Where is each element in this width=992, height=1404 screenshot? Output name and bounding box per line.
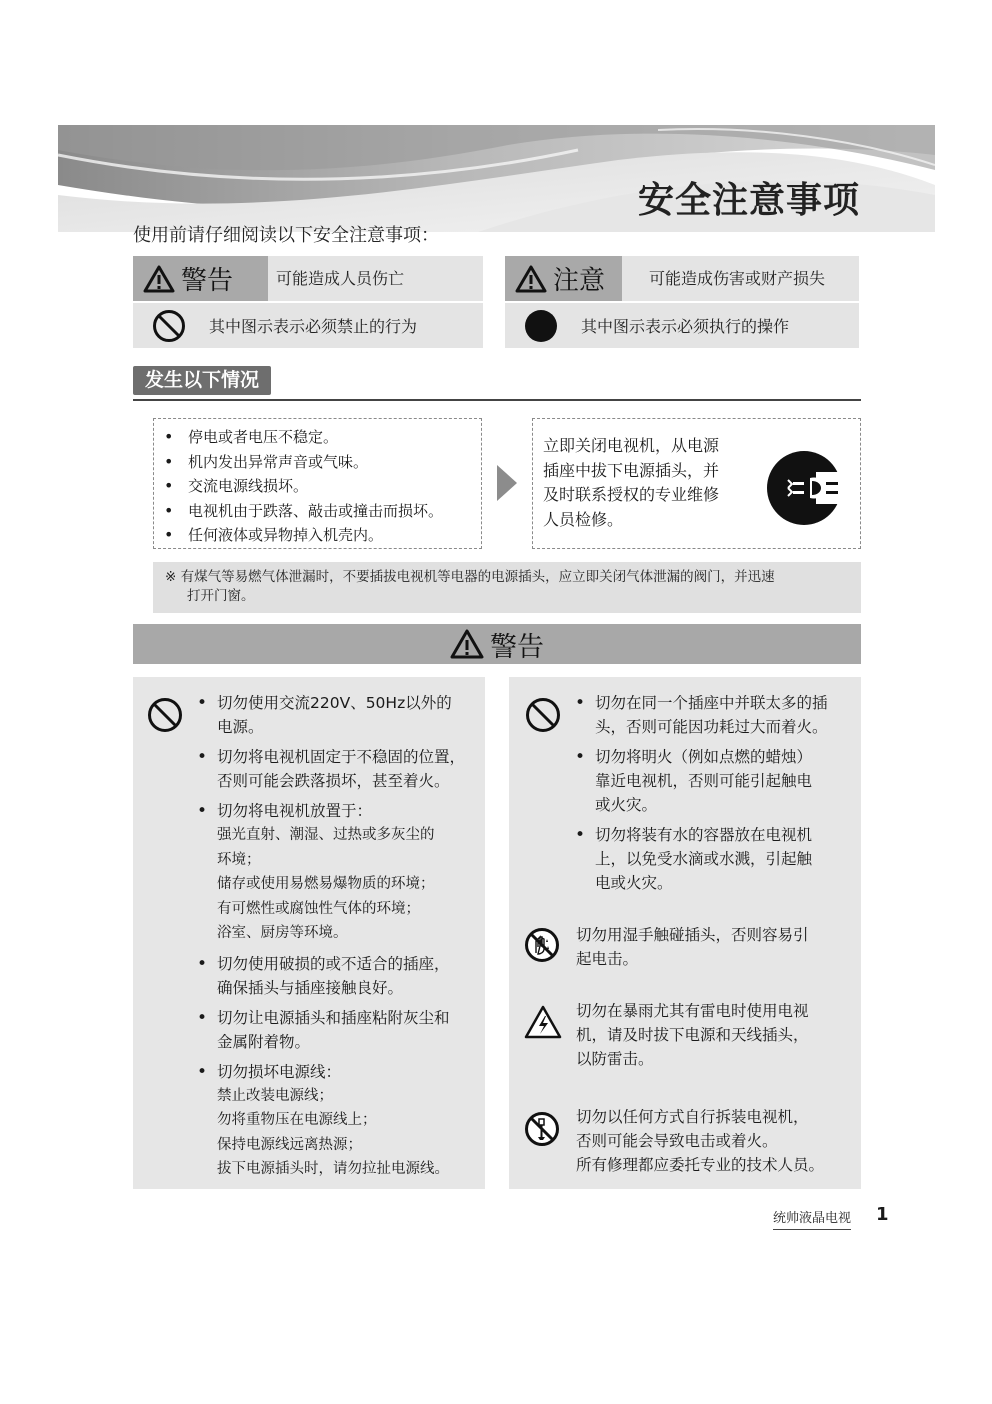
unplug-icon: [766, 450, 842, 526]
section-rule: [133, 399, 861, 401]
caution-description: 可能造成伤害或财产损失: [649, 269, 826, 288]
no-disassembly-icon: [524, 1111, 560, 1147]
list-item: • 切勿让电源插头和插座粘附灰尘和 金属附着物。: [197, 1006, 482, 1054]
list-item: • 切勿将明火（例如点燃的蜡烛） 靠近电视机，否则可能引起触电 或火灾。: [575, 745, 857, 817]
prohibition-legend-row: [133, 303, 483, 348]
warning-label: 警告: [181, 266, 234, 296]
no-wet-hands-icon: [524, 927, 560, 963]
list-item: • 任何液体或异物掉入机壳内。: [164, 523, 481, 548]
list-item: • 切勿将装有水的容器放在电视机 上，以免受水滴或水溅，引起触 电或火灾。: [575, 823, 857, 895]
list-item: • 切勿将电视机固定于不稳固的位置， 否则可能会跌落损坏，甚至着火。: [197, 745, 482, 793]
list-item: • 机内发出异常声音或气味。: [164, 450, 481, 475]
page-number: 1: [876, 1204, 889, 1225]
action-text: 立即关闭电视机，从电源 插座中拔下电源插头，并 及时联系授权的专业维修 人员检修。: [543, 436, 720, 529]
mandatory-legend-row: [505, 303, 855, 348]
footer-brand: 统帅液晶电视: [773, 1207, 851, 1230]
prohibited-icon: [525, 697, 561, 733]
warning-description: 可能造成人员伤亡: [276, 269, 405, 288]
section-heading: 发生以下情况: [133, 366, 271, 395]
page-title: 安全注意事项: [637, 180, 860, 221]
gas-leak-note: ※ 有煤气等易燃气体泄漏时，不要插拔电视机等电器的电源插头，应立即关闭气体泄漏的阀门，并迅速 打开门窗。: [153, 562, 861, 613]
mandatory-action-icon: [524, 309, 558, 343]
thunder-warning: 切勿在暴雨尤其有雷电时使用电视 机，请及时拔下电源和天线插头， 以防雷击。: [576, 1002, 809, 1068]
warning-list-right: [575, 691, 857, 901]
list-item: • 切勿损坏电源线： 禁止改装电源线； 勿将重物压在电源线上； 保持电源线远离热源； 拔下电源插头时，请勿拉扯电源线。: [197, 1060, 482, 1182]
warning-section-header: [133, 624, 861, 664]
caution-triangle-icon: [515, 265, 547, 293]
prohibition-legend-text: 其中图示表示必须禁止的行为: [209, 317, 418, 336]
list-item: • 切勿使用交流220V、50Hz以外的 电源。: [197, 691, 482, 739]
intro-text: 使用前请仔细阅读以下安全注意事项：: [133, 225, 439, 246]
list-item: • 切勿在同一个插座中并联太多的插 头，否则可能因功耗过大而着火。: [575, 691, 857, 739]
list-item: • 电视机由于跌落、敲击或撞击而损坏。: [164, 499, 481, 524]
prohibited-icon: [152, 309, 186, 343]
wet-hands-warning: 切勿用湿手触碰插头，否则容易引 起电击。: [576, 926, 809, 968]
arrow-right-icon: [497, 465, 517, 501]
list-item: • 交流电源线损坏。: [164, 474, 481, 499]
caution-label: 注意: [553, 266, 606, 296]
disassembly-warning: 切勿以任何方式自行拆装电视机， 否则可能会导致电击或着火。 所有修理都应委托专业的技术人员。: [576, 1108, 825, 1174]
warning-triangle-icon: [450, 629, 484, 659]
legend-caution: [505, 256, 859, 348]
legend-warning: [133, 256, 483, 348]
electric-shock-icon: [524, 1005, 562, 1039]
conditions-box: [153, 418, 482, 549]
caution-tag: [505, 256, 622, 301]
warning-triangle-icon: [143, 265, 175, 293]
prohibited-icon: [147, 697, 183, 733]
list-item: • 切勿使用破损的或不适合的插座， 确保插头与插座接触良好。: [197, 952, 482, 1000]
warning-section-title: 警告: [490, 631, 544, 663]
list-item: • 停电或者电压不稳定。: [164, 425, 481, 450]
warning-tag: [133, 256, 268, 301]
mandatory-legend-text: 其中图示表示必须执行的操作: [581, 317, 790, 336]
list-item: • 切勿将电视机放置于： 强光直射、潮湿、过热或多灰尘的 环境； 储存或使用易燃易爆物质的环境； 有可燃性或腐蚀性气体的环境； 浴室、厨房等环境。: [197, 799, 482, 946]
warning-list-left: [197, 691, 482, 1188]
